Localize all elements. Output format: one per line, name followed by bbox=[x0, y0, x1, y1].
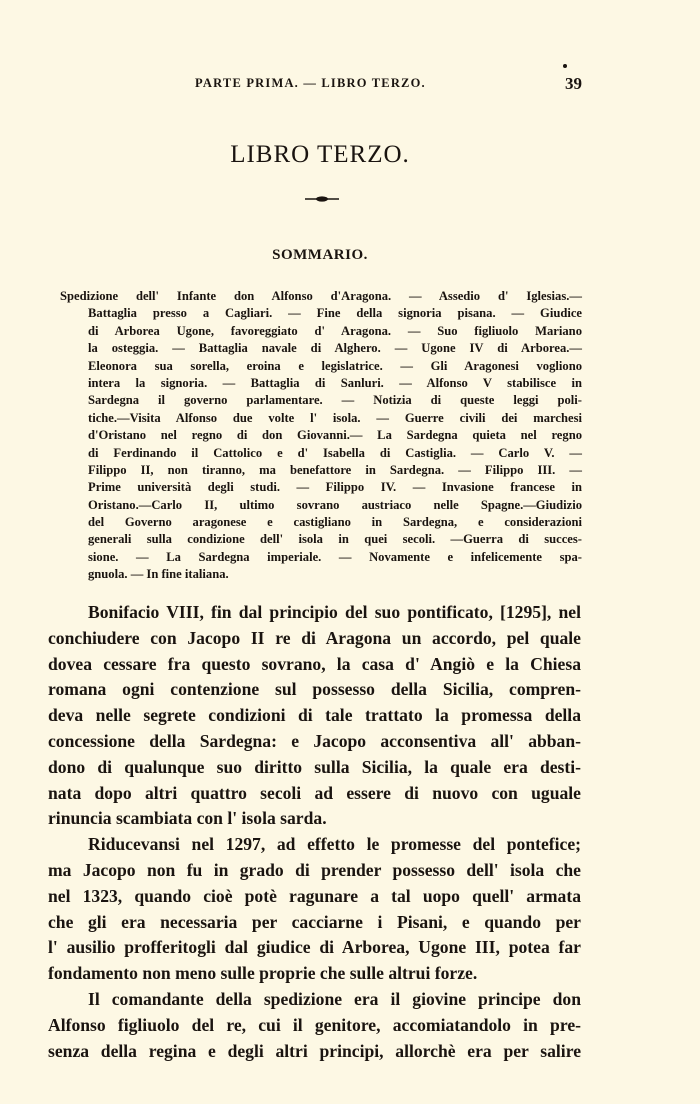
summary-line: Eleonora sua sorella, eroina e legislatrice. — Gli Aragonesi vogliono bbox=[88, 358, 582, 373]
summary-line: la osteggia. — Battaglia navale di Alghero. — Ugone IV di Arborea.— bbox=[88, 341, 582, 356]
body-line: concessione della Sardegna: e Jacopo acconsentiva all' abban- bbox=[48, 730, 581, 751]
summary-line: d'Oristano nel regno di don Giovanni.— La Sardegna quieta nel regno bbox=[88, 428, 582, 443]
summary-line: generali sulla condizione dell' isola in quei secoli. —Guerra di succes- bbox=[88, 532, 582, 547]
summary-line: gnuola. — In fine italiana. bbox=[88, 567, 229, 582]
body-line: ma Jacopo non fu in grado di prender possesso dell' isola che bbox=[48, 859, 581, 880]
summary-line: tiche.—Visita Alfonso due volte l' isola. — Guerre civili dei marchesi bbox=[88, 410, 582, 425]
summary-line: Filippo II, non tiranno, ma benefattore in Sardegna. — Filippo III. — bbox=[88, 462, 582, 477]
body-line: Il comandante della spedizione era il giovine principe don bbox=[88, 988, 581, 1009]
summary-line: Spedizione dell' Infante don Alfonso d'Aragona. — Assedio d' Iglesias.— bbox=[60, 289, 582, 303]
summary-line: di Arborea Ugone, favoreggiato d' Aragona. — Suo figliuolo Mariano bbox=[88, 323, 582, 338]
body-line: l' ausilio profferitogli dal giudice di Arborea, Ugone III, potea far bbox=[48, 937, 581, 958]
body-line: romana ogni contenzione sul possesso della Sicilia, compren- bbox=[48, 679, 581, 700]
page-number: 39 bbox=[565, 74, 582, 93]
summary-line: Battaglia presso a Cagliari. — Fine della signoria pisana. — Giudice bbox=[88, 306, 582, 321]
divider-ornament-icon bbox=[305, 194, 339, 204]
body-line: rinuncia scambiata con l' isola sarda. bbox=[48, 808, 327, 829]
body-line: fondamento non meno sulle proprie che sulle altrui forze. bbox=[48, 963, 478, 984]
summary-block bbox=[60, 288, 582, 584]
body-line: Bonifacio VIII, fin dal principio del suo pontificato, [1295], nel bbox=[88, 602, 581, 622]
summary-line: di Ferdinando il Cattolico e d' Isabella di Castiglia. — Carlo V. — bbox=[88, 445, 582, 460]
body-line: senza della regina e degli altri principi, allorchè era per salire bbox=[48, 1040, 581, 1061]
summary-line: Sardegna il governo parlamentare. — Notizia di queste leggi poli- bbox=[88, 393, 582, 408]
running-head: PARTE PRIMA. — LIBRO TERZO. bbox=[195, 76, 426, 90]
chapter-title: LIBRO TERZO. bbox=[230, 141, 410, 168]
body-line: conchiudere con Jacopo II re di Aragona un accordo, pel quale bbox=[48, 627, 581, 648]
body-line: Riducevansi nel 1297, ad effetto le promesse del pontefice; bbox=[88, 834, 581, 855]
summary-line: Prime università degli studi. — Filippo IV. — Invasione francese in bbox=[88, 480, 582, 495]
body-line: dovea cessare fra questo sovrano, la casa d' Angiò e la Chiesa bbox=[48, 653, 581, 674]
summary-line: sione. — La Sardegna imperiale. — Novamente e infelicemente spa- bbox=[88, 549, 582, 564]
ink-speck bbox=[563, 64, 567, 68]
body-line: Alfonso figliuolo del re, cui il genitore, accomiatandolo in pre- bbox=[48, 1014, 581, 1035]
body-line: deva nelle segrete condizioni di tale trattato la promessa della bbox=[48, 705, 581, 726]
body-line: nata dopo altri quattro secoli ad essere di nuovo con uguale bbox=[48, 782, 581, 803]
summary-heading: SOMMARIO. bbox=[272, 247, 368, 263]
body-line: dono di qualunque suo diritto sulla Sicilia, la quale era desti- bbox=[48, 756, 581, 777]
summary-line: intera la signoria. — Battaglia di Sanluri. — Alfonso V stabilisce in bbox=[88, 375, 582, 390]
body-line: nel 1323, quando cioè potè ragunare a tal uopo quell' armata bbox=[48, 885, 581, 906]
body-line: che gli era necessaria per cacciarne i Pisani, e quando per bbox=[48, 911, 581, 932]
summary-line: Oristano.—Carlo II, ultimo sovrano austriaco nelle Spagne.—Giudizio bbox=[88, 497, 582, 512]
summary-line: del Governo aragonese e castigliano in Sardegna, e considerazioni bbox=[88, 515, 582, 530]
body-text bbox=[48, 600, 581, 1064]
